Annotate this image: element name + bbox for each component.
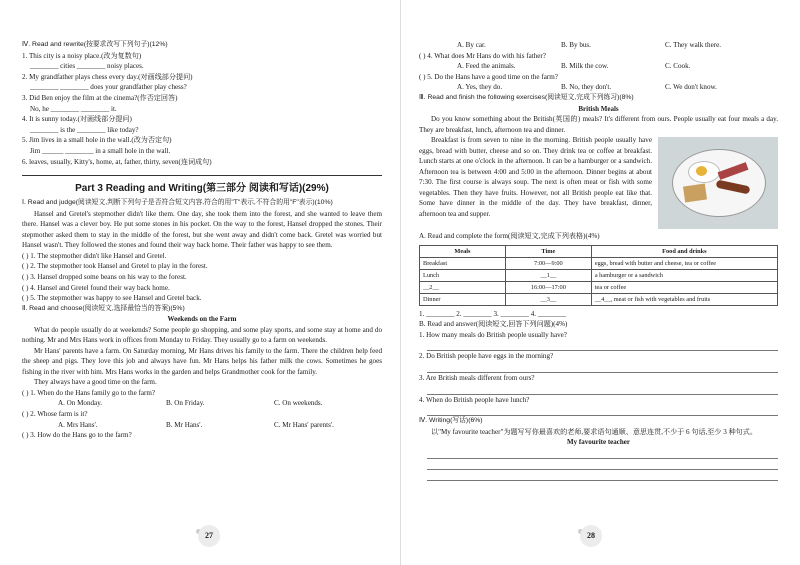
answer-question: 1. How many meals do British people usually have?: [419, 330, 567, 339]
question: ( ) 2. Whose farm is it?: [22, 409, 88, 418]
section-judge-title: Ⅰ. Read and judge(阅读短文,判断下列句子是否符合短文内容,符合的用"T"表示,不符合的用"F"表示)(10%): [22, 199, 333, 207]
question: ( ) 5. Do the Hans have a good time on the farm?: [419, 72, 558, 81]
writing-title: Ⅳ. Writing(写话)(6%): [419, 417, 483, 425]
table-header-row: [420, 245, 778, 257]
judge-item: ( ) 5. The stepmother was happy to see Hansel and Gretel back.: [22, 294, 202, 303]
table-cell: tea or coffee: [591, 281, 777, 293]
answer-question: 3. Are British meals different from ours?: [419, 374, 535, 383]
judge-passage: Hansel and Gretel's stepmother didn't like them. One day, she took them into the forest, and she wanted to leave them there. Hansel was a clever boy. He put some stones in his pocket. On the way to the forest, Hansel dropped the stones. Their stepmother asked them to stay in the middle of the forest, but she went away and didn't come back. Gretel was worried but Hansel wasn't. They followed the stones and found their way back home. Their father was happy to see them.: [22, 209, 382, 250]
options-row: [419, 40, 778, 51]
answer-line: [427, 384, 778, 395]
table-cell: 16:00—17:00: [505, 281, 591, 293]
table-cell: 7:00—9:00: [505, 257, 591, 269]
page-number: 28: [580, 525, 602, 547]
question: ( ) 3. How do the Hans go to the farm?: [22, 431, 132, 440]
options-row: [419, 82, 778, 93]
meals-passage-title: British Meals: [578, 104, 619, 113]
part3-title: Part 3 Reading and Writing(第三部分 阅读和写话)(29%): [75, 183, 329, 195]
rewrite-line: 3. Did Ben enjoy the film at the cinema?(作否定回答): [22, 93, 178, 102]
section-choose-title: Ⅱ. Read and choose(阅读短文,选择最恰当的答案)(5%): [22, 304, 185, 312]
table-cell: eggs, bread with butter and cheese, tea or coffee: [591, 257, 777, 269]
table-row: [420, 269, 778, 281]
question: ( ) 1. When do the Hans family go to the farm?: [22, 388, 156, 397]
options-row: [22, 398, 382, 409]
farm-passage-title: Weekends on the Farm: [167, 315, 237, 324]
judge-item: ( ) 1. The stepmother didn't like Hansel and Gretel.: [22, 251, 167, 260]
answer-question: 4. When do British people have lunch?: [419, 395, 530, 404]
rewrite-line: Jim ______ ________ in a small hole in the wall.: [30, 146, 171, 155]
rewrite-line: No, he ________ ________ it.: [30, 104, 117, 113]
rewrite-line: 6. leaves, usually, Kitty's, home, at, father, thirty, seven(连词成句): [22, 157, 212, 166]
answer-line: [427, 340, 778, 351]
option: A. Yes, they do.: [457, 83, 503, 92]
options-row: [419, 61, 778, 72]
option: A. Mrs Hans'.: [58, 420, 98, 429]
answer-section-title: B. Read and answer(阅读短文,回答下列问题)(4%): [419, 320, 568, 329]
breakfast-plate-image: [658, 137, 778, 229]
option: C. We don't know.: [665, 83, 717, 92]
answer-question: 2. Do British people have eggs in the morning?: [419, 352, 554, 361]
rewrite-line: ________ ________ does your grandfather play chess?: [30, 83, 187, 92]
meals-table: [419, 245, 778, 306]
option: A. By car.: [457, 41, 486, 49]
right-page: [400, 0, 800, 565]
option: B. No, they don't.: [561, 83, 612, 92]
section-rewrite-title: Ⅳ. Read and rewrite(按要求改写下列句子)(12%): [22, 41, 168, 48]
table-header: Time: [505, 245, 591, 257]
rewrite-line: 4. It is sunny today.(对画线部分提问): [22, 115, 132, 124]
writing-line: [427, 470, 778, 481]
answer-line: [427, 405, 778, 416]
judge-item: ( ) 2. The stepmother took Hansel and Gretel to play in the forest.: [22, 262, 208, 271]
option: C. Cook.: [665, 62, 691, 71]
table-cell: __2__: [420, 281, 506, 293]
option: B. By bus.: [561, 41, 591, 49]
table-row: [420, 293, 778, 305]
option: A. On Monday.: [58, 399, 103, 408]
table-cell: Lunch: [420, 269, 506, 281]
rewrite-line: 2. My grandfather plays chess every day.(对画线部分提问): [22, 72, 193, 81]
judge-item: ( ) 3. Hansel dropped some beans on his way to the forest.: [22, 272, 187, 281]
writing-heading: My favourite teacher: [567, 438, 630, 447]
table-cell: __3__: [505, 293, 591, 305]
table-cell: __1__: [505, 269, 591, 281]
rewrite-line: 5. Jim lives in a small hole in the wall.(改为否定句): [22, 136, 172, 145]
judge-list: [22, 251, 382, 304]
page-number: 27: [198, 525, 220, 547]
options-row: [22, 420, 382, 431]
writing-line: [427, 459, 778, 470]
table-cell: Breakfast: [420, 257, 506, 269]
table-row: [420, 257, 778, 269]
table-cell: Dinner: [420, 293, 506, 305]
option: C. On weekends.: [274, 399, 323, 408]
farm-paragraph: Mr Hans' parents have a farm. On Saturday morning, Mr Hans drives his family to the farm. There the children help feed the sheep and pigs. They love this job and always have fun. Mr Hans helps his father milk the cows. Sometimes he goes fishing in the river with him. Mrs Hans works in the garden and helps Grandmother cook for the family.: [22, 346, 382, 376]
fill-in-line: 1. ________ 2. ________ 3. ________ 4. ________: [419, 309, 567, 318]
table-row: [420, 281, 778, 293]
farm-paragraph: What do people usually do at weekends? Some people go shopping, and some play sports, and some stay at home and do nothing. Mr and Mrs Hans work in offices from Monday to Friday. They usually go to a farm on weekends.: [22, 325, 382, 345]
question: ( ) 4. What does Mr Hans do with his father?: [419, 51, 546, 60]
rewrite-line: ________ cities ________ noisy places.: [30, 62, 144, 71]
option: A. Feed the animals.: [457, 62, 516, 71]
divider: [22, 175, 382, 176]
table-header: Meals: [420, 245, 506, 257]
option: C. Mr Hans' parents'.: [274, 420, 334, 429]
table-cell: __4__, meat or fish with vegetables and fruits: [591, 293, 777, 305]
table-cell: a hamburger or a sandwich: [591, 269, 777, 281]
rewrite-line: ________ is the ________ like today?: [30, 125, 139, 134]
option: B. Milk the cow.: [561, 62, 609, 71]
judge-item: ( ) 4. Hansel and Gretel found their way back home.: [22, 283, 170, 292]
meals-paragraph: Breakfast is from seven to nine in the morning. British people usually have eggs, bread with butter, cheese and so on. They drink tea or coffee at breakfast. Lunch starts at one o'clock in the afternoon. It can be a hamburger or a sandwich. Afternoon tea is between 4:00 and 5:00 in the afternoon. Dinner begins at about 7:30. The first course is always soup. The next is often meat or fish with some vegetables. Then they have fruits. However, not all British people eat like that. Some have dinner in the middle of the day. They have breakfast, dinner, afternoon tea and supper.: [419, 136, 652, 218]
writing-prompt: 以"My favourite teacher"为题写写你最喜欢的老师,要求语句通顺、意思连贯,不少于 6 句话,至少 3 种句式。: [431, 427, 757, 436]
option: C. They walk there.: [665, 41, 722, 49]
rewrite-line: 1. This city is a noisy place.(改为复数句): [22, 51, 142, 60]
writing-line: [427, 448, 778, 459]
rewrite-list: [22, 51, 382, 168]
answer-line: [427, 362, 778, 373]
option: B. On Friday.: [166, 399, 205, 408]
meals-paragraph: Do you know something about the British(英国的) meals? It's different from ours. People usually eat four meals a day. They are breakfast, lunch, afternoon tea and dinner.: [419, 115, 778, 134]
farm-paragraph: They always have a good time on the farm.: [34, 378, 157, 387]
option: B. Mr Hans'.: [166, 420, 203, 429]
section-finish-title: Ⅲ. Read and finish the following exercises(阅读短文,完成下列练习)(8%): [419, 93, 634, 101]
table-intro: A. Read and complete the form(阅读短文,完成下列表格)(4%): [419, 232, 600, 241]
table-header: Food and drinks: [591, 245, 777, 257]
